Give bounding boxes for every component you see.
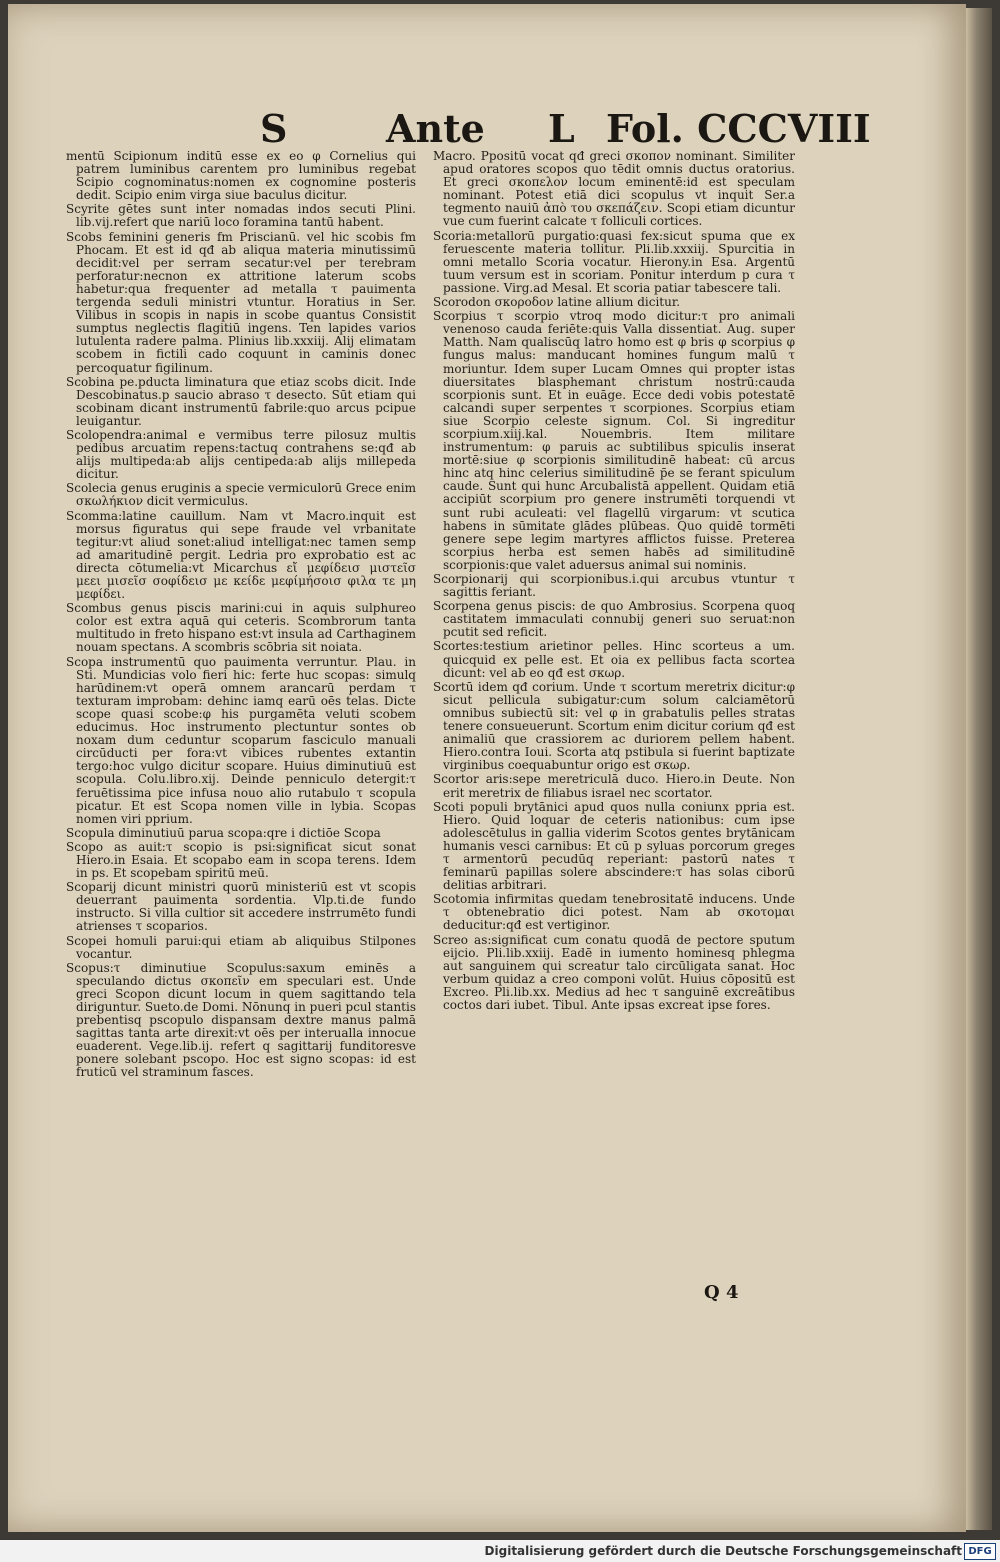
funding-credit: Digitalisierung gefördert durch die Deutsche Forschungsgemeinschaft <box>484 1544 962 1558</box>
entry-paragraph: Scopula diminutiuū parua scopa:qre i dictiōe Scopa <box>66 825 381 840</box>
right-column <box>433 150 795 1280</box>
entry-paragraph: Scomma:latine cauillum. Nam vt Macro.inquit est morsus figuratus qui sepe fraude vel vrbanitate tegitur:vt aliud sonet:aliud intelligat:nec tamen semp ad amaritudinē pergit. Ledria pro exprobatio est ac directa cōtumelia:vt Micarchus εἴ μεφίδεισ μιστεῖσ μεει μισεῖσ σοφίδεισ με κείδε μεφίμήσοισ φιλα τε μη μεφίδει. <box>66 508 416 602</box>
entry-paragraph: Scobs feminini generis fm Priscianū. vel hic scobis fm Phocam. Et est id qđ ab aliqua materia minutissimū decidit:vel per serram secatur:vel per terebram perforatur:necnon ex attritione laterum scobs habetur:qua frequenter ad metalla τ pauimenta tergenda seduli ministri vtuntur. Horatius in Ser. Vilibus in scopis in napis in scobe quantus Consistit sumptus neglectis flagitiū ingens. Ten lapides varios lutulenta radere palma. Plinius lib.xxxiij. Alij elimatam scobem in fictili cado coquunt in caminis donec percoquatur figilinum. <box>66 229 416 375</box>
entry-paragraph: Scopus:τ diminutiue Scopulus:saxum eminēs a speculando dictus σκοπεῖν em speculari est. Unde greci Scopon dicunt locum in quem sagittando tela diriguntur. Sueto.de Domi. Nōnunq in pueri pcul stantis prebentisq pscopulo dispansam dextre manus palmā sagittas tanta arte direxit:vt oēs per interualla innocue euaderent. Vege.lib.ij. refert q sagittarij funditoresve ponere solebant pscopo. Hoc est signo scopas: id est fruticū vel straminum fasces. <box>66 960 416 1080</box>
entry-paragraph: Scombus genus piscis marini:cui in aquis sulphureo color est extra aquā qui ceteris. Scombrorum tanta multitudo in freto hispano est:vt insula ad Carthaginem nouam spectans. A scombris scōbria sit noiata. <box>66 601 416 655</box>
folio-number: Fol. CCCVIII <box>606 106 871 151</box>
signature-mark: Q 4 <box>704 1282 739 1303</box>
entry-paragraph: Scoti populi brytānici apud quos nulla coniunx ppria est. Hiero. Quid loquar de ceteris nationibus: cum ipse adolescētulus in gallia viderim Scotos gentes brytānicam humanis vesci carnibus: Et cū p syluas porcorum greges τ armentorū pecudūq reperiant: pastorū nates τ feminarū papillas solere abscindere:τ has solas ciborū delitias arbitrari. <box>433 799 795 893</box>
entry-paragraph: Scortū idem qđ corium. Unde τ scortum meretrix dicitur:φ sicut pellicula subigatur:cum solum calciamētorū omnibus subiectū sit: vel φ in grabatulis pelles stratas tenere consueuerunt. Scortum enim dicitur corium qđ est animaliū que crassiorem ac duriorem pellem habent. Hiero.contra Ioui. Scorta atq pstibula si fuerint baptizate virginibus coequabuntur origo est σκωρ. <box>433 679 795 773</box>
entry-paragraph: Scopei homuli parui:qui etiam ab aliquibus Stilpones vocantur. <box>66 933 416 961</box>
entry-paragraph: Scopo as auit:τ scopio is psi:significat sicut sonat Hiero.in Esaia. Et scopabo eam in scopa terens. Idem in ps. Et scopebam spiritū meū. <box>66 839 416 881</box>
entry-paragraph: Scotomia infirmitas quedam tenebrositatē inducens. Unde τ obtenebratio dici potest. Nam ab σκοτομαι deducitur:qđ est vertiginor. <box>433 892 795 933</box>
entry-paragraph: Scorpena genus piscis: de quo Ambrosius. Scorpena quoq castitatem immaculati connubij generi suo seruat:non pcutit sed reficit. <box>433 599 795 640</box>
header-letter-right: L <box>548 106 575 151</box>
entry-paragraph: Scorpionarij qui scorpionibus.i.qui arcubus vtuntur τ sagittis feriant. <box>433 572 795 600</box>
left-column <box>66 150 416 1305</box>
entry-paragraph: Screo as:significat cum conatu quodā de pectore sputum eijcio. Pli.lib.xxiij. Eadē in iumento hominesq phlegma aut sanguinem qui screatur talo circūligata sanat. Hoc verbum quidaz a creo componi volūt. Huius cōpositū est Excreo. Pli.lib.xx. Medius ad hec τ sanguinē excreātibus coctos dari iubet. Tibul. Ante ipsas excreat ipse fores. <box>433 932 795 1012</box>
entry-paragraph: Scoria:metallorū purgatio:quasi fex:sicut spuma que ex feruescente materia tollitur. Pli.lib.xxxiij. Spurcitia in omni metallo Scoria vocatur. Hierony.in Esa. Argentū tuum versum est in scoriam. Ponitur interdum p cura τ passione. Virg.ad Mesal. Et scoria patiar tabescere tali. <box>433 228 795 295</box>
header-letter-left: S <box>260 106 288 151</box>
entry-paragraph: Scortor aris:sepe meretriculā duco. Hiero.in Deute. Non erit meretrix de filiabus israel nec scortator. <box>433 772 795 800</box>
book-page <box>8 4 966 1532</box>
entry-paragraph: Scorodon σκοροδον latine allium dicitur. <box>433 295 681 310</box>
entry-paragraph: Scolopendra:animal e vermibus terre pilosuz multis pedibus arcuatim repens:tactuq contrahens se:qđ ab alijs multipeda:ab alijs centipeda:ab alijs millepeda dicitur. <box>66 427 416 482</box>
entry-paragraph: mentū Scipionum inditū esse ex eo φ Cornelius qui patrem luminibus carentem pro luminibus regebat Scipio cognominatus:nomen ex cognomine posteris dedit. Scipio enim virga siue baculus dicitur. <box>66 150 416 203</box>
dfg-logo: DFG <box>964 1543 996 1560</box>
entry-paragraph: Scolecia genus eruginis a specie vermiculorū Grece enim σκωλήκιον dicit vermiculus. <box>66 481 416 509</box>
entry-paragraph: Scobina pe.pducta liminatura que etiaz scobs dicit. Inde Descobinatus.p saucio abraso τ desecto. Sūt etiam qui scobinam dicant instrumentū fabrile:quo arcus pcipue leuigantur. <box>66 374 416 428</box>
footer-bar <box>0 1540 1000 1562</box>
header-word: Ante <box>386 106 485 151</box>
entry-paragraph: Scopa instrumentū quo pauimenta verruntur. Plau. in Sti. Mundicias volo fieri hic: ferte huc scopas: simulq harūdinem:vt operā omnem arancarū perdam τ texturam improbam: dehinc iamq earū oēs telas. Dicte scope quasi scobe:φ his purgamēta veluti scobem educimus. Hoc instrumento plectuntur sontes ob noxam dum ceduntur scoparum fasciculo manuali circūducti per fora:vt vibices rubentes extantin tergo:hoc vulgo dicitur scopare. Huius diminutiuū est scopula. Colu.libro.xij. Deinde penniculo detergit:τ feruētissima pice infusa nouo alio rutabulo τ scopula picatur. Et est Scopa nomen ville in lybia. Scopas nomen viri pprium. <box>66 654 416 826</box>
entry-paragraph: Scoparij dicunt ministri quorū ministeriū est vt scopis deuerrant pauimenta sordentia. Vlp.ti.de fundo instructo. Si villa cultior sit accedere instrrumēto fundi atrienses τ scoparios. <box>66 880 416 934</box>
entry-paragraph: Macro. Ppositū vocat qđ greci σκοπον nominant. Similiter apud oratores scopos quo tēdit omnis ductus oratorius. Et greci σκοπελον locum eminentē:id est speculam nominant. Potest etiā dici scopulus vt inquit Ser.a tegmento nauiū ἀπὸ του σκεπάζειν. Scopi etiam dicuntur vue cum fuerint calcate τ folliculi cortices. <box>433 150 795 229</box>
entry-paragraph: Scorpius τ scorpio vtroq modo dicitur:τ pro animali venenoso cauda feriēte:quis Valla dissentiat. Aug. super Matth. Nam qualiscūq latro homo est φ bris φ scorpius φ fungus malus: manducant homines fungum malū τ moriuntur. Idem super Lucam Omnes qui propter istas diuersitates blasphemant christum nostrū:cauda scorpionis sunt. Et in euāge. Ecce dedi vobis potestatē calcandi super serpentes τ scorpiones. Scorpius etiam siue Scorpio celeste signum. Col. Si ingreditur scorpium.xiij.kal. Nouembris. Item militare instrumentum: φ paruis ac subtilibus spiculis inserat mortē:siue φ scorpionis similitudinē habeat: cū arcus hinc atq hinc celerius similitudinē p̄e se ferant spiculum caude. Sunt qui hunc Arcubalistā appellent. Quidam etiā accipiūt scorpium pro genere instrumēti torquendi vt sunt rubi aculeati: vel flagellū virgarum: vt scutica habens in sūmitate glādes plūbeas. Quo quidē tormēti genere sepe legim martyres afflictos fuisse. Preterea scorpius herba est semen habēs ad similitudinē scorpionis:que valet aduersus animal sui nominis. <box>433 309 795 572</box>
entry-paragraph: Scortes:testium arietinor pelles. Hinc scorteus a um. quicquid ex pelle est. Et oia ex pellibus facta scortea dicunt: vel ab eo qđ est σκωρ. <box>433 639 795 680</box>
entry-paragraph: Scyrite gētes sunt inter nomadas indos secuti Plini. lib.vij.refert que nariū loco foramina tantū habent. <box>66 202 416 230</box>
page-edge <box>966 8 992 1530</box>
